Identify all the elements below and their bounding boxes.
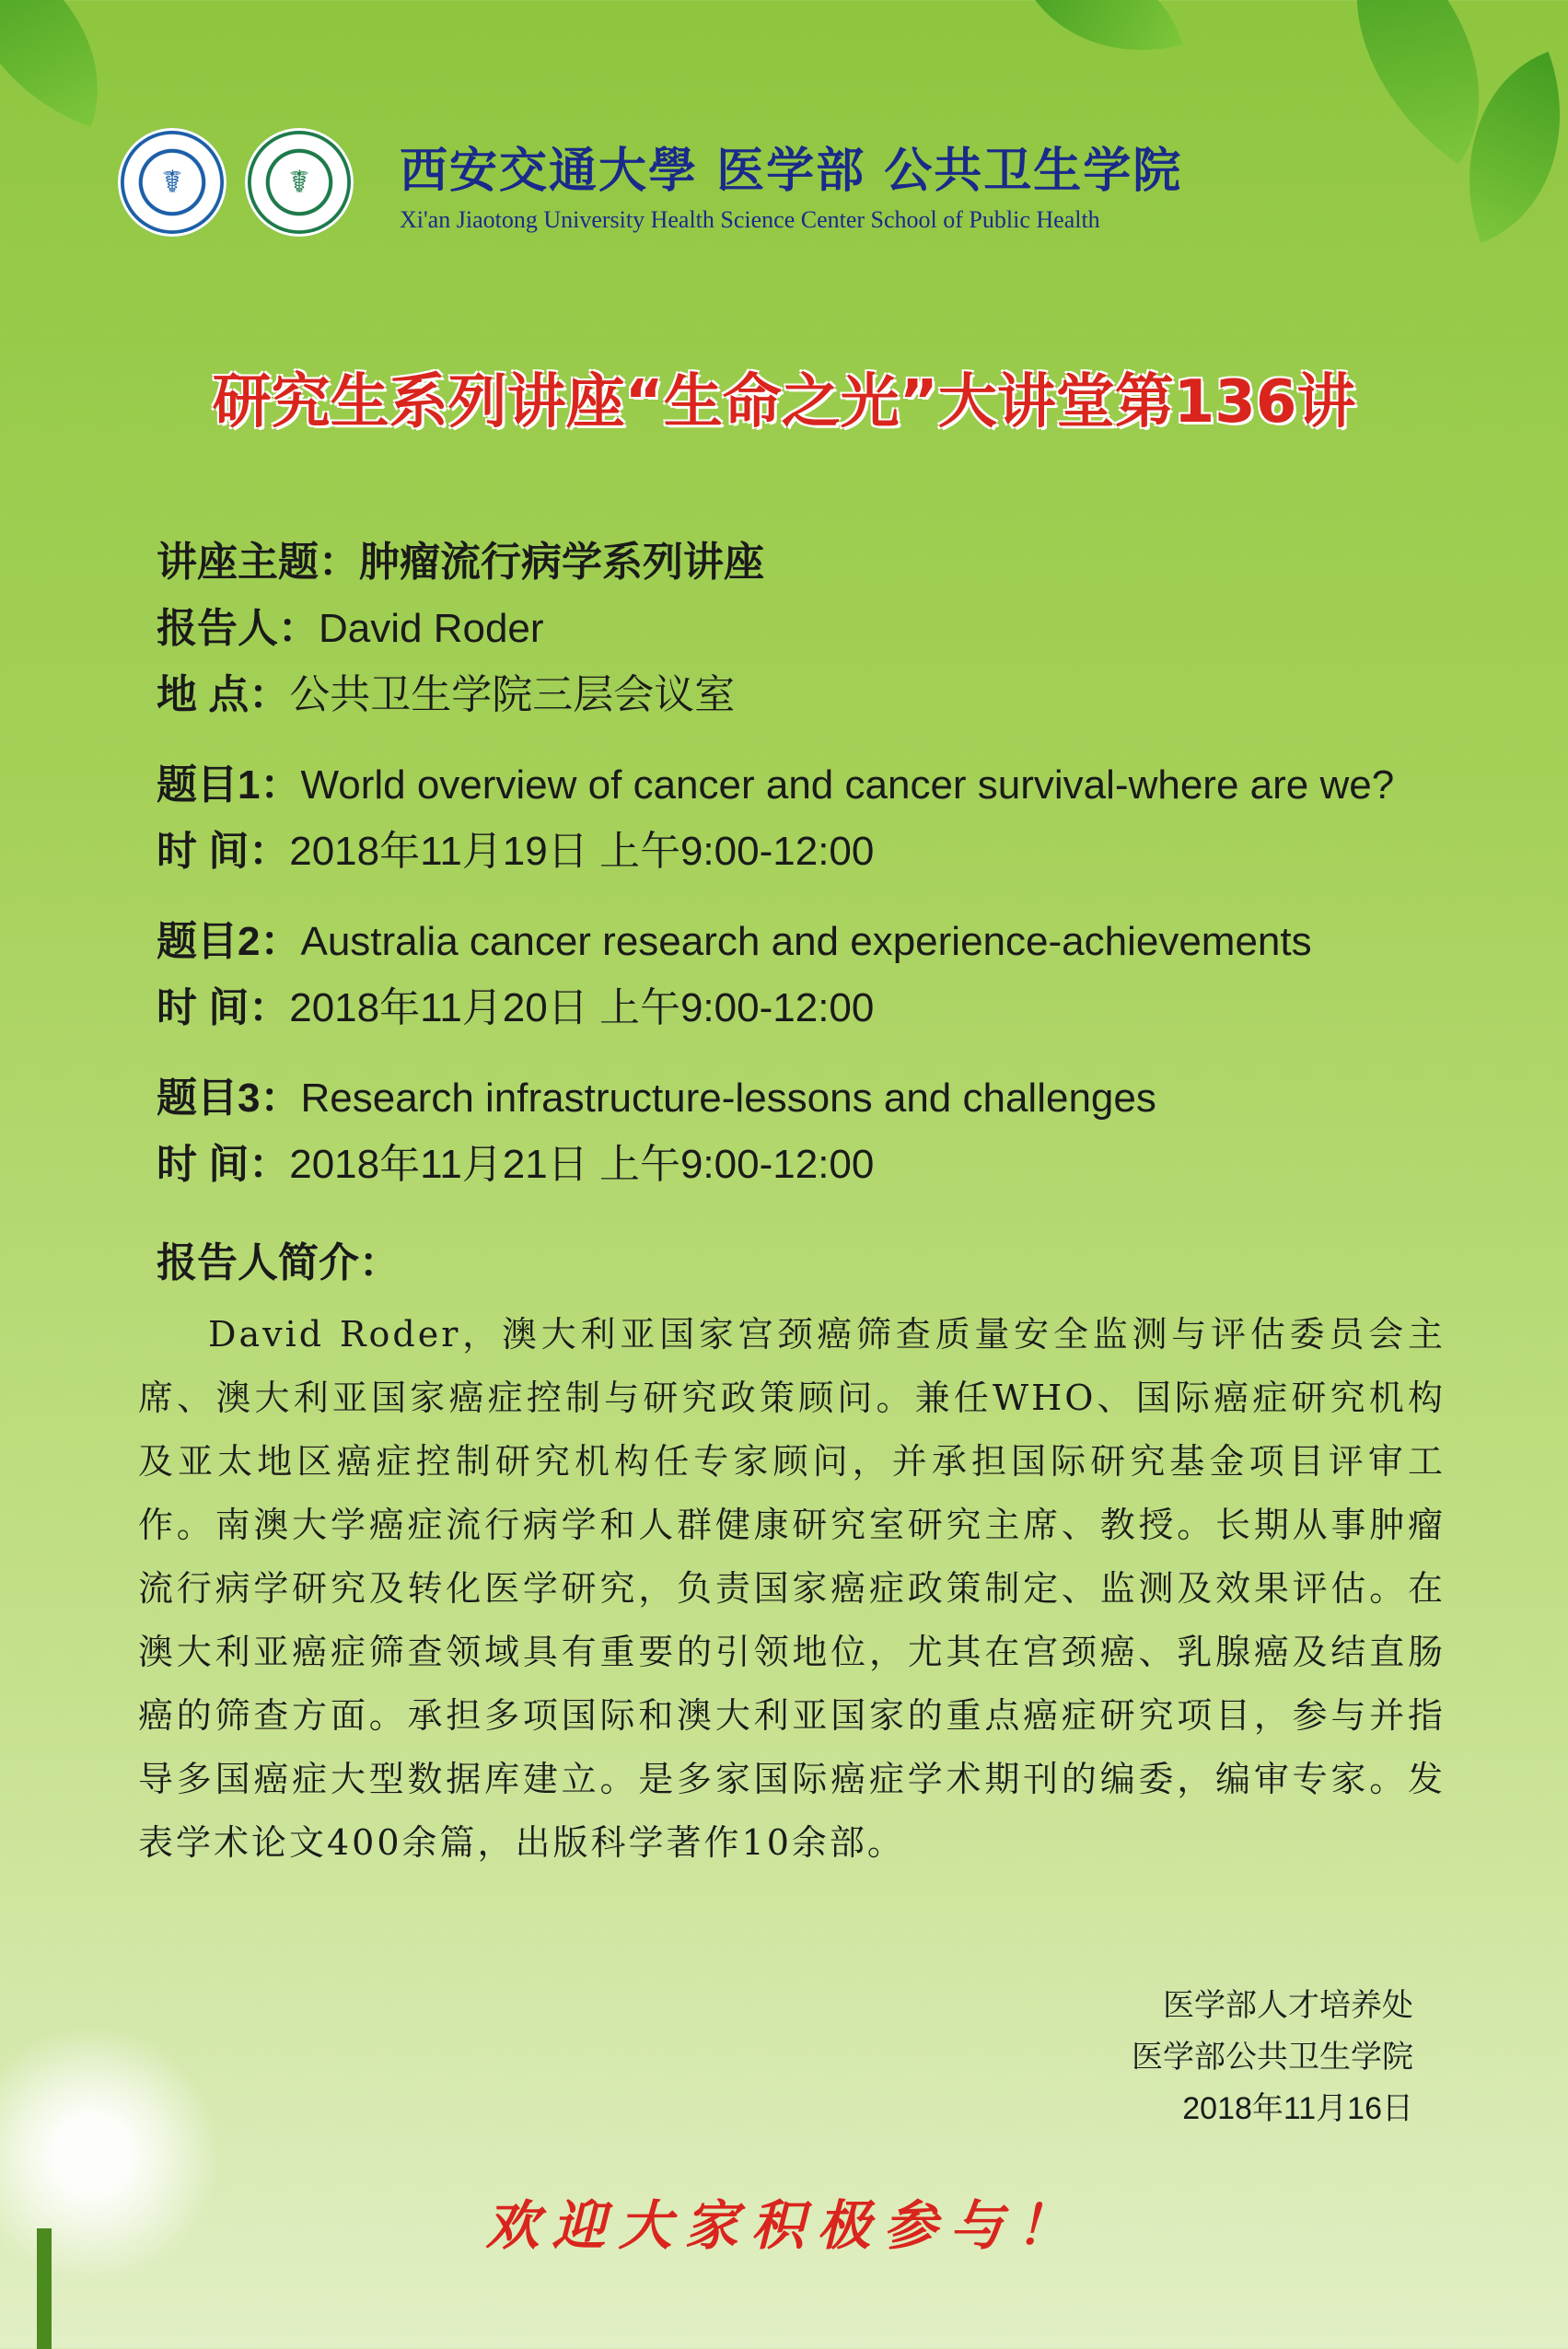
topic-label: 讲座主题： [157,540,359,585]
leaf-decoration [0,0,138,127]
speaker-value: David Roder [319,606,544,651]
speaker-row [157,596,1501,662]
bio-text: David Roder，澳大利亚国家宫颈癌筛查质量安全监测与评估委员会主席、澳大利亚国家癌症控制与研究政策顾问。兼任WHO、国际癌症研究机构及亚太地区癌症控制研究机构任专家顾问，并承担国际研究基金项目评审工作。南澳大学癌症流行病学和人群健康研究室研究主席、教授。长期从事肿瘤流行病学研究及转化医学研究，负责国家癌症政策制定、监测及效果评估。在澳大利亚癌症筛查领域具有重要的引领地位，尤其在宫颈癌、乳腺癌及结直肠癌的筛查方面。承担多项国际和澳大利亚国家的重点癌症研究项目，参与并指导多国癌症大型数据库建立。是多家国际癌症学术期刊的编委，编审专家。发表学术论文400余篇，出版科学著作10余部。 [138,1314,1446,1863]
university-name-cn: 西安交通大學 [400,142,699,199]
signature-block [1132,1980,1413,2134]
session-time-row [157,975,1501,1041]
organizer-2: 医学部公共卫生学院 [1132,2040,1413,2075]
session-title: Research infrastructure-lessons and challenges [300,1076,1156,1121]
session-title-row [157,1065,1501,1132]
topic-value: 肿瘤流行病学系列讲座 [359,540,764,585]
topic-row [157,529,1501,596]
venue-row [157,662,1501,728]
session-title: Australia cancer research and experience-achievements [300,919,1312,964]
time-label: 时 间： [157,985,290,1030]
session-time-row [157,1132,1501,1198]
session-time: 2018年11月19日 上午9:00-12:00 [289,829,875,874]
lecture-title: 研究生系列讲座“生命之光”大讲堂第136讲 [212,368,1356,436]
organizer-1: 医学部人才培养处 [1163,1988,1413,2023]
session-title-row [157,909,1501,975]
venue-label: 地 点： [157,672,290,717]
institution-name-en: Xi'an Jiaotong University Health Science Center School of Public Health [400,205,1100,233]
time-label: 时 间： [157,1142,290,1187]
session-time: 2018年11月20日 上午9:00-12:00 [289,985,875,1030]
lecture-details [157,529,1501,1198]
speaker-label: 报告人： [157,606,319,651]
session-label: 题目1： [157,762,301,808]
header [118,118,1182,247]
leaf-decoration [1018,0,1183,80]
welcome-slogan: 欢迎大家积极参与！ [485,2194,1083,2257]
time-label: 时 间： [157,829,290,874]
bio-heading: 报告人简介： [157,1240,400,1285]
university-seal-logo: ☤ [118,128,226,237]
session-label: 题目2： [157,919,301,964]
session-label: 题目3： [157,1076,301,1121]
school-seal-logo: ☤ [245,128,354,237]
session-title: World overview of cancer and cancer survival-where are we? [300,762,1395,808]
venue-value: 公共卫生学院三层会议室 [289,672,736,717]
session-title-row [157,752,1501,819]
institution-name [400,132,1182,234]
department-name-cn: 医学部 公共卫生学院 [716,142,1183,199]
session-time: 2018年11月21日 上午9:00-12:00 [289,1142,875,1187]
issue-date: 2018年11月16日 [1182,2091,1413,2126]
session-time-row [157,819,1501,885]
